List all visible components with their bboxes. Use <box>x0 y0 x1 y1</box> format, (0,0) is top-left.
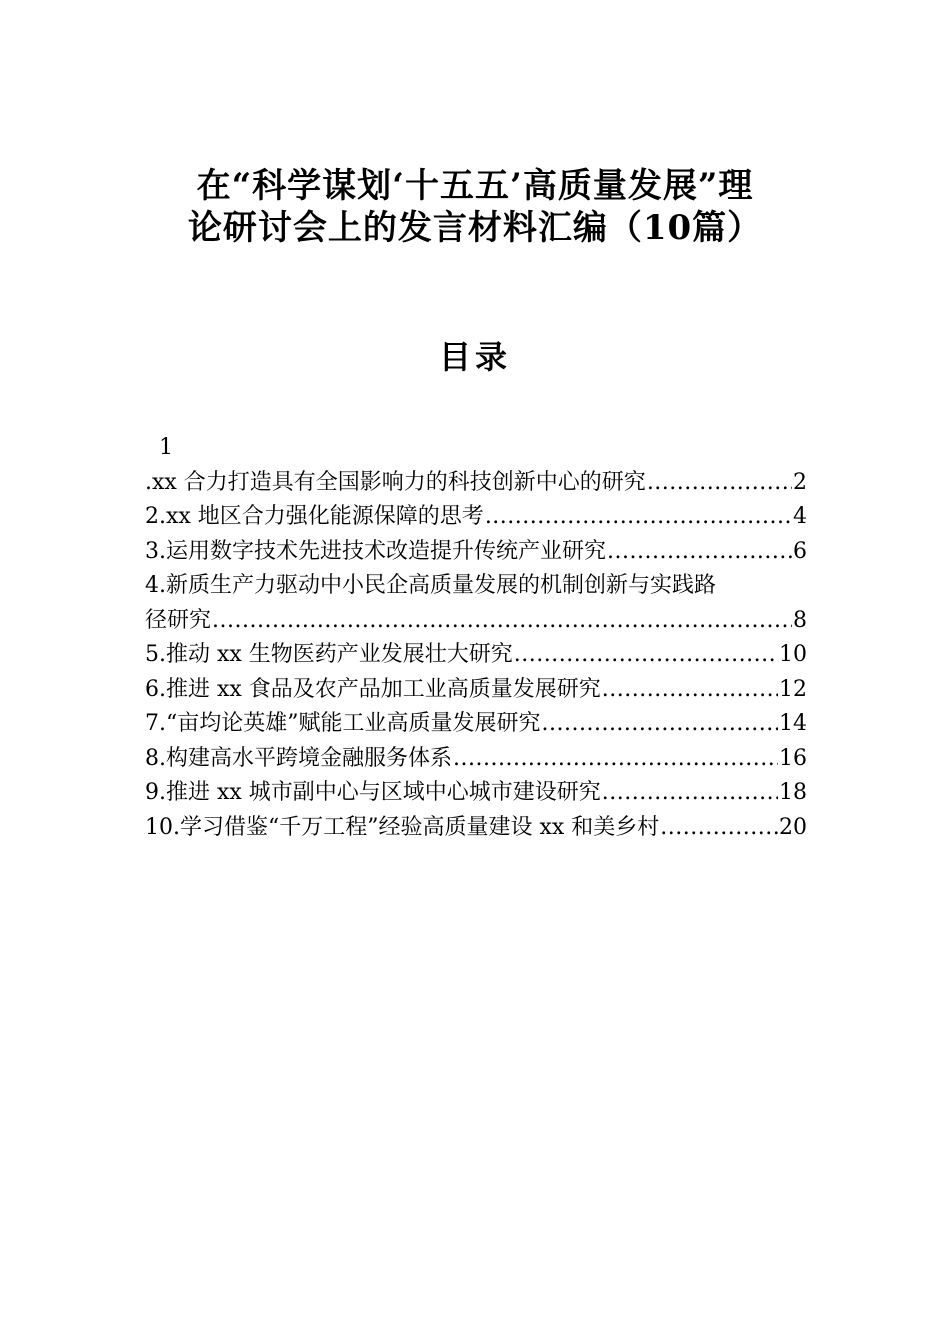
toc-entry-9-title: 9.推进 xx 城市副中心与区域中心城市建设研究 <box>145 780 601 805</box>
toc-entry-2[interactable] <box>145 500 807 535</box>
toc-entry-9-leader <box>602 776 778 811</box>
toc-entry-7-page: 14 <box>779 711 807 736</box>
toc-entry-10-title: 10.学习借鉴“千万工程”经验高质量建设 xx 和美乡村 <box>145 814 660 840</box>
toc-entry-5-page: 10 <box>779 642 807 667</box>
toc-entry-2-page: 4 <box>793 504 807 529</box>
toc-entry-8[interactable] <box>145 742 807 777</box>
toc-entry-4-title-line-1: 4.新质生产力驱动中小民企高质量发展的机制创新与实践路 <box>145 573 716 598</box>
toc-entry-1-page: 2 <box>793 469 807 495</box>
toc-entry-10-page: 20 <box>779 814 807 840</box>
table-of-contents <box>145 431 807 845</box>
document-title-line-1: 在“科学谋划‘十五五’高质量发展”理 <box>196 166 754 206</box>
toc-entry-8-title: 8.构建高水平跨境金融服务体系 <box>145 745 452 771</box>
toc-entry-1-title: .xx 合力打造具有全国影响力的科技创新中心的研究 <box>145 469 646 495</box>
toc-entry-1[interactable] <box>145 466 807 501</box>
toc-entry-6-leader <box>602 673 778 708</box>
document-title-line-2: 论研讨会上的发言材料汇编（10篇） <box>187 208 763 248</box>
toc-entry-7-title: 7.“亩均论英雄”赋能工业高质量发展研究 <box>145 711 541 736</box>
toc-entry-10-leader <box>660 811 778 846</box>
toc-entry-9-page: 18 <box>779 780 807 805</box>
toc-entry-3-leader <box>607 535 792 570</box>
toc-entry-4-line-1[interactable] <box>145 569 807 604</box>
toc-entry-7-leader <box>542 707 779 742</box>
toc-entry-4-line-2[interactable] <box>145 604 807 639</box>
toc-entry-2-title: 2.xx 地区合力强化能源保障的思考 <box>145 504 484 529</box>
toc-entry-5-leader <box>514 638 778 673</box>
toc-entry-3-title: 3.运用数字技术先进技术改造提升传统产业研究 <box>145 538 606 564</box>
toc-entry-6-title: 6.推进 xx 食品及农产品加工业高质量发展研究 <box>145 676 601 702</box>
toc-entry-5[interactable] <box>145 638 807 673</box>
toc-entry-9[interactable] <box>145 776 807 811</box>
toc-entry-3[interactable] <box>145 535 807 570</box>
toc-entry-5-title: 5.推动 xx 生物医药产业发展壮大研究 <box>145 642 513 667</box>
toc-entry-7[interactable] <box>145 707 807 742</box>
toc-entry-4-title-line-2: 径研究 <box>145 607 212 633</box>
toc-entry-8-leader <box>453 742 778 777</box>
toc-entry-8-page: 16 <box>779 745 807 771</box>
toc-heading: 目录 <box>438 338 511 376</box>
toc-entry-1-leader <box>647 466 792 501</box>
toc-entry-4-page: 8 <box>793 607 807 633</box>
toc-entry-4-leader <box>212 604 792 639</box>
toc-entry-6[interactable] <box>145 673 807 708</box>
toc-entry-10[interactable] <box>145 811 807 846</box>
toc-entry-3-page: 6 <box>793 538 807 564</box>
toc-entry-6-page: 12 <box>779 676 807 702</box>
toc-entry-2-leader <box>485 500 792 535</box>
toc-entry-1-number: 1 <box>159 435 173 460</box>
